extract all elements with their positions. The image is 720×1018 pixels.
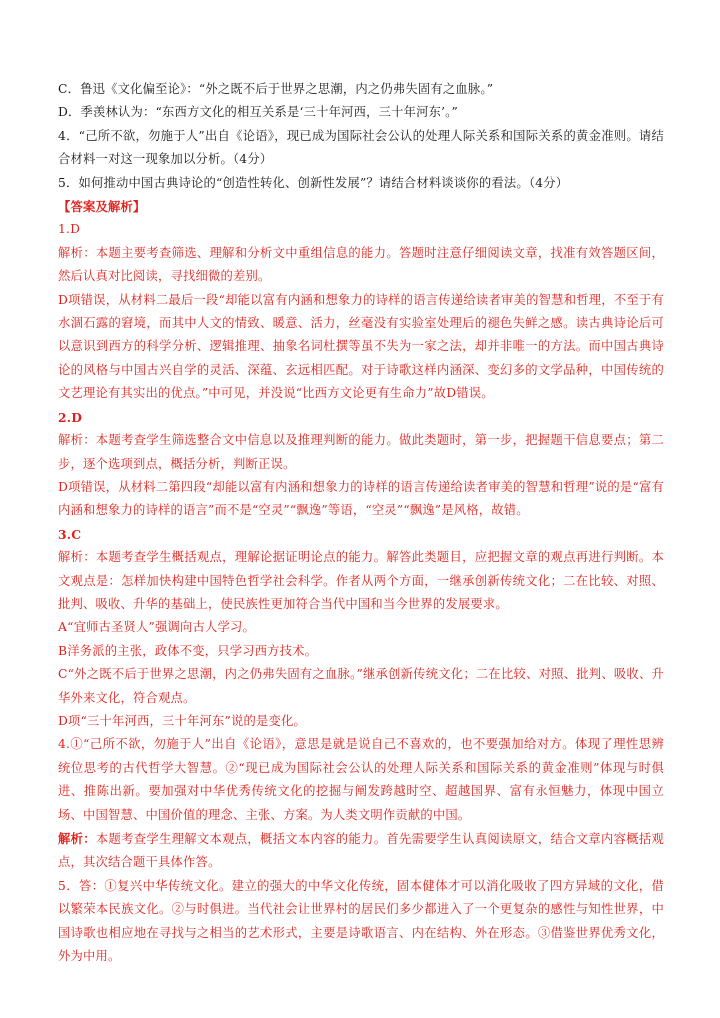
answer-header: 【答案及解析】 [58, 199, 146, 215]
answer-1-label: 1.D [58, 222, 81, 237]
option-c: C．鲁迅《文化偏至论》：“外之既不后于世界之思潮，内之仍弗失固有之血脉。” [58, 82, 494, 96]
page-content [58, 78, 664, 968]
answer-4-analysis [58, 827, 664, 875]
answer-4-body: 4.①“己所不欲，勿施于人”出自《论语》，意思是就是说自己不喜欢的，也不要强加给对方。体现了理性思辨统位思考的古代哲学大智慧。②“现已成为国际社会公认的处理人际关系和国际关系的黄金准则”体现与时俱进、推陈出新。要加强对中华优秀传统文化的挖掘与阐发跨越时空、超越国界、富有永恒魅力，体现中国立场、中国智慧、中国价值的理念、主张、方案。为人类文明作贡献的中国。 [58, 737, 664, 822]
answer-2-detail: D项错误，从材料二第四段“却能以富有内涵和想象力的诗样的语言传递给读者审美的智慧和哲理”说的是“富有内涵和想象力的诗样的语言”而不是“空灵”“飘逸”等语，“空灵”“飘逸”是风格，故错。 [58, 479, 664, 518]
answer-4-analysis-label: 解析： [58, 831, 96, 846]
answer-4-analysis-text: 本题考查学生理解文本观点，概括文本内容的能力。首先需要学生认真阅读原文，结合文章内容概括观点，其次结合题干具体作答。 [58, 832, 664, 870]
answer-1-analysis: 解析：本题主要考查筛选、理解和分析文中重组信息的能力。答题时注意仔细阅读文章，找准有效答题区间，然后认真对比阅读，寻找细微的差别。 [58, 245, 664, 284]
question-4: 4．“己所不欲，勿施于人”出自《论语》，现已成为国际社会公认的处理人际关系和国际关系的黄金准则。请结合材料一对这一现象加以分析。（4分） [58, 128, 664, 167]
answer-3-label: 3.C [58, 526, 82, 542]
answer-2-analysis: 解析：本题考查学生筛选整合文中信息以及推理判断的能力。做此类题时，第一步，把握题干信息要点；第二步，逐个选项到点，概括分析，判断正误。 [58, 433, 664, 471]
answer-3-option-d: D项“三十年河西，三十年河东”说的是变化。 [58, 713, 306, 728]
answer-3-option-b: B洋务派的主张，政体不变，只学习西方技术。 [58, 643, 318, 658]
answer-3-option-c: C“外之既不后于世界之思潮，内之仍弗失固有之血脉。”继承创新传统文化；二在比较、对照、批判、吸收、升华外来文化，符合观点。 [58, 667, 664, 705]
answer-2-label: 2.D [58, 409, 83, 425]
answer-1-detail: D项错误，从材料二最后一段“却能以富有内涵和想象力的诗样的语言传递给读者审美的智慧和哲理，不至于有水涸石露的窘境，而其中人文的情致、暖意、活力，丝毫没有实验室处理后的褪色失鲜之感。读古典诗论后可以意识到西方的科学分析、逻辑推理、抽象名词杜撰等虽不失为一家之法，却并非唯一的方法。而中国古典诗论的风格与中国古兴自学的灵活、深蕴、玄远相匹配。对于诗歌这样内涵深、变幻多的文学品种，中国传统的文艺理论有其实出的优点。”中可见，并没说“比西方文论更有生命力”故D错误。 [58, 292, 664, 401]
answer-3-analysis: 解析：本题考查学生概括观点，理解论据证明论点的能力。解答此类题目，应把握文章的观点再进行判断。本文观点是：怎样加快构建中国特色哲学社会科学。作者从两个方面，一继承创新传统文化；二在比较、对照、批判、吸收、升华的基础上，使民族性更加符合当代中国和当今世界的发展要求。 [58, 550, 664, 611]
answer-5-body: 5．答：①复兴中华传统文化。建立的强大的中华文化传统，固本健体才可以消化吸收了四方异域的文化，借以繁荣本民族文化。②与时俱进。当代社会让世界村的居民们多少都进入了一个更复杂的感性与知性世界，中国诗歌也相应地在寻找与之相当的艺术形式，主要是诗歌语言、内在结构、外在形态。③借鉴世界优秀文化，外为中用。 [58, 878, 664, 964]
question-5: 5．如何推动中国古典诗论的“创造性转化、创新性发展”？请结合材料谈谈你的看法。（4分） [58, 175, 569, 190]
option-d: D．季羡林认为：“东西方文化的相互关系是‘三十年河西，三十年河东’。” [58, 105, 459, 120]
answer-3-option-a: A“宜师古圣贤人”强调向古人学习。 [58, 620, 256, 635]
